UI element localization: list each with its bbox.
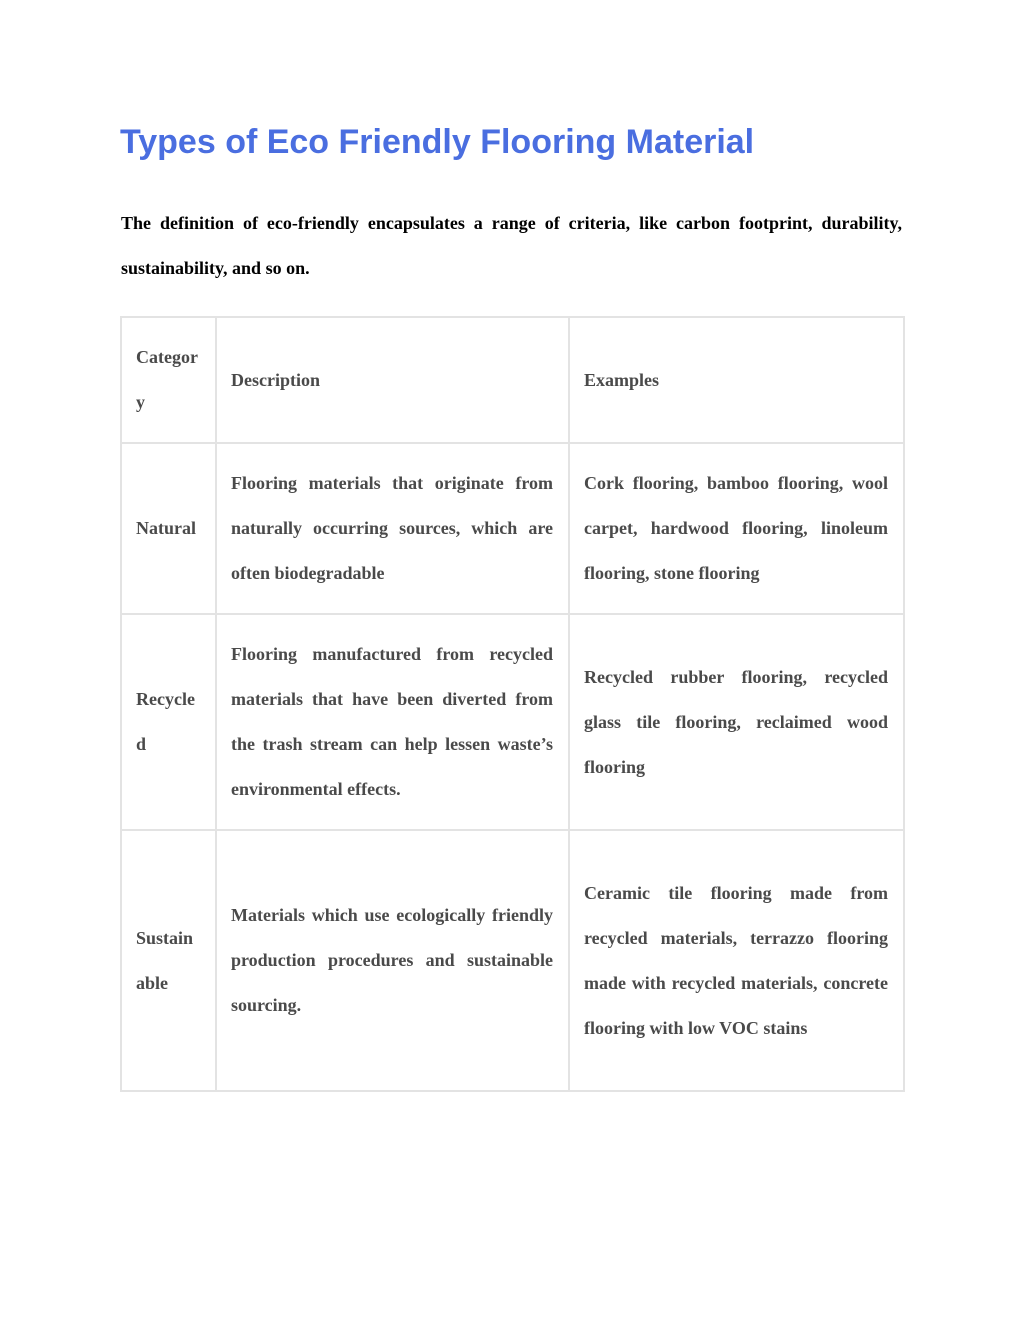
row-examples: Recycled rubber flooring, recycled glass tile flooring, reclaimed wood flooring (569, 614, 904, 830)
row-examples: Cork flooring, bamboo flooring, wool carpet, hardwood flooring, linoleum flooring, stone flooring (569, 443, 904, 614)
page-title: Types of Eco Friendly Flooring Material (120, 123, 755, 161)
row-description: Flooring manufactured from recycled materials that have been diverted from the trash stream can help lessen waste’s environmental effects. (216, 614, 569, 830)
table-header-row (121, 317, 904, 443)
intro-paragraph: The definition of eco-friendly encapsulates a range of criteria, like carbon footprint, durability, sustainability, and so on. (121, 213, 902, 278)
flooring-table (120, 316, 905, 1092)
row-category: Recycled (121, 614, 216, 830)
header-description: Description (216, 317, 569, 443)
table-row (121, 830, 904, 1091)
header-category: Category (121, 317, 216, 443)
row-category: Natural (121, 443, 216, 614)
table-row (121, 614, 904, 830)
row-category: Sustainable (121, 830, 216, 1091)
table-row (121, 443, 904, 614)
header-examples: Examples (569, 317, 904, 443)
row-description: Flooring materials that originate from naturally occurring sources, which are often biodegradable (216, 443, 569, 614)
row-description: Materials which use ecologically friendly production procedures and sustainable sourcing. (216, 830, 569, 1091)
row-examples: Ceramic tile flooring made from recycled materials, terrazzo flooring made with recycled materials, concrete flooring with low VOC stains (569, 830, 904, 1091)
